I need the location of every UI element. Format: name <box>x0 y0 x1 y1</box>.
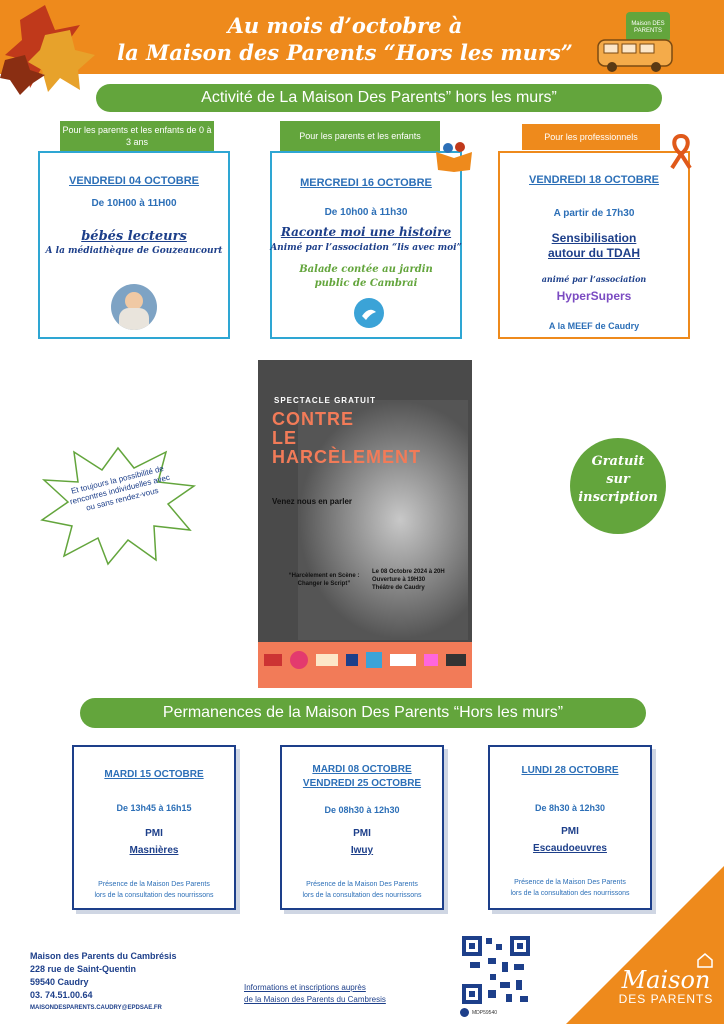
sponsor-logo <box>316 654 338 666</box>
perm-1-date: MARDI 15 OCTOBRE <box>104 769 204 780</box>
footer-street: 228 rue de Saint-Quentin <box>30 964 137 974</box>
perm-3-date: LUNDI 28 OCTOBRE <box>521 765 619 776</box>
footer-address <box>30 950 177 1015</box>
facebook-handle-text: MDP59540 <box>472 1009 498 1016</box>
perm-2-date-2: VENDREDI 25 OCTOBRE <box>302 778 422 789</box>
sponsor-logo <box>264 654 282 666</box>
card-2-time: De 10h00 à 11h30 <box>324 207 408 218</box>
poster-details <box>372 568 445 592</box>
sponsor-logo <box>390 654 416 666</box>
card-2-extra: Balade contée au jardin public de Cambrai <box>299 264 433 289</box>
facebook-icon <box>460 1008 469 1017</box>
qr-code-icon[interactable] <box>460 934 532 1006</box>
card-3-title-line-2: autour du TDAH <box>548 246 640 260</box>
footer-email[interactable]: MAISONDESPARENTS.CAUDRY@EPDSAE.FR <box>30 1005 162 1011</box>
poster-opening: Ouverture à 19H30 <box>372 577 426 583</box>
sponsor-logo <box>446 654 466 666</box>
card-2-title: Raconte moi une histoire <box>280 225 452 239</box>
perm-2-note <box>280 879 444 901</box>
perm-3-org: PMI <box>561 826 579 837</box>
free-registration-badge <box>570 438 666 534</box>
section-activities-title: Activité de La Maison Des Parents” hors les murs” <box>96 84 662 112</box>
card-1-title: bébés lecteurs <box>81 229 187 244</box>
perm-1-org: PMI <box>145 828 163 839</box>
card-3-date: VENDREDI 18 OCTOBRE <box>529 174 659 186</box>
sponsor-logo <box>424 654 438 666</box>
perm-2-dates <box>280 763 444 791</box>
poster-title <box>272 410 421 467</box>
sponsor-logo <box>366 652 382 668</box>
perm-3-note-line-2: lors de la consultation des nourrissons <box>510 890 630 897</box>
perm-2-town: Iwuy <box>350 845 374 856</box>
badge-line-2: sur <box>606 472 630 487</box>
badge-line-3: inscription <box>578 490 658 505</box>
poster-subtitle: Venez nous en parler <box>272 497 353 506</box>
perm-2-note-line-2: lors de la consultation des nourrissons <box>302 892 422 899</box>
card-1-time: De 10H00 à 11H00 <box>91 198 177 209</box>
autumn-leaves-icon <box>0 0 110 95</box>
poster-title-line-1: CONTRE <box>272 409 354 429</box>
ribbon-icon <box>668 134 694 170</box>
poster-date: Le 08 Octobre 2024 à 20H <box>372 569 445 575</box>
title-line-1: Au mois d’octobre à <box>227 13 463 38</box>
card-1-audience-tag: Pour les parents et les enfants de 0 à 3 ans <box>60 121 214 151</box>
burst-text: Et toujours la possibilité de rencontres individuelles avec ou sans rendez-vous <box>68 463 171 513</box>
footer-city: 59540 Caudry <box>30 977 89 987</box>
van-icon <box>594 36 678 76</box>
footer-name: Maison des Parents du Cambrésis <box>30 951 177 961</box>
perm-2-org: PMI <box>353 828 371 839</box>
sponsor-logo <box>290 651 308 669</box>
poster-venue: Théâtre de Caudry <box>372 585 425 591</box>
footer-info-link[interactable] <box>244 982 386 1006</box>
card-3-place: A la MEEF de Caudry <box>548 321 640 331</box>
perm-1-note-line-2: lors de la consultation des nourrissons <box>94 892 214 899</box>
perm-2-note-line-1: Présence de la Maison Des Parents <box>306 881 418 888</box>
card-3-time: A partir de 17h30 <box>553 208 635 219</box>
badge-line-1: Gratuit <box>591 454 645 469</box>
perm-1-note <box>72 879 236 901</box>
card-1-place: A la médiathèque de Gouzeaucourt <box>45 246 223 256</box>
sponsor-logo <box>346 654 358 666</box>
logo-badge: Maison DES PARENTS <box>626 12 670 42</box>
book-icon <box>434 138 474 172</box>
card-3-audience-tag: Pour les professionnels <box>522 124 660 150</box>
poster-title-line-3: HARCÈLEMENT <box>272 447 421 467</box>
card-2-association: Animé par l’association “lis avec moi” <box>270 243 462 253</box>
perm-1-town: Masnières <box>129 845 179 856</box>
baby-photo <box>111 284 157 330</box>
perm-1-note-line-1: Présence de la Maison Des Parents <box>98 881 210 888</box>
perm-2-date-1: MARDI 08 OCTOBRE <box>312 764 412 775</box>
card-3-association: animé par l’association <box>541 274 647 284</box>
poster-play: “Harcèlement en Scène : Changer le Script” <box>288 573 360 587</box>
footer-logo <box>618 968 714 1006</box>
house-icon <box>696 952 714 968</box>
footer-logo-sub: DES PARENTS <box>618 992 714 1006</box>
card-1-date: VENDREDI 04 OCTOBRE <box>69 175 199 187</box>
title-line-2: la Maison des Parents “Hors les murs” <box>117 40 573 65</box>
lis-avec-moi-logo <box>354 298 384 328</box>
card-3-title <box>498 231 690 261</box>
footer-info-line-2: de la Maison des Parents du Cambresis <box>244 995 386 1004</box>
perm-2-time: De 08h30 à 12h30 <box>324 805 400 815</box>
perm-3-note-line-1: Présence de la Maison Des Parents <box>514 879 626 886</box>
poster-sponsor-logos <box>264 650 466 670</box>
card-2-date: MERCREDI 16 OCTOBRE <box>300 177 432 189</box>
page-title <box>110 12 580 66</box>
perm-1-time: De 13h45 à 16h15 <box>116 803 192 813</box>
card-3-title-line-1: Sensibilisation <box>551 231 637 245</box>
facebook-handle[interactable] <box>460 1008 497 1017</box>
perm-3-time: De 8h30 à 12h30 <box>534 803 606 813</box>
poster-title-line-2: LE <box>272 428 298 448</box>
section-permanences-title: Permanences de la Maison Des Parents “Hors les murs” <box>80 698 646 728</box>
card-2-audience-tag: Pour les parents et les enfants <box>280 121 440 151</box>
footer-phone: 03. 74.51.00.64 <box>30 990 93 1000</box>
footer-info-line-1: Informations et inscriptions auprès <box>244 983 366 992</box>
footer-logo-word: Maison <box>621 966 711 994</box>
perm-3-town: Escaudoeuvres <box>533 843 607 854</box>
poster-kicker: SPECTACLE GRATUIT <box>274 396 377 405</box>
hypersupers-logo: HyperSupers <box>556 289 632 303</box>
